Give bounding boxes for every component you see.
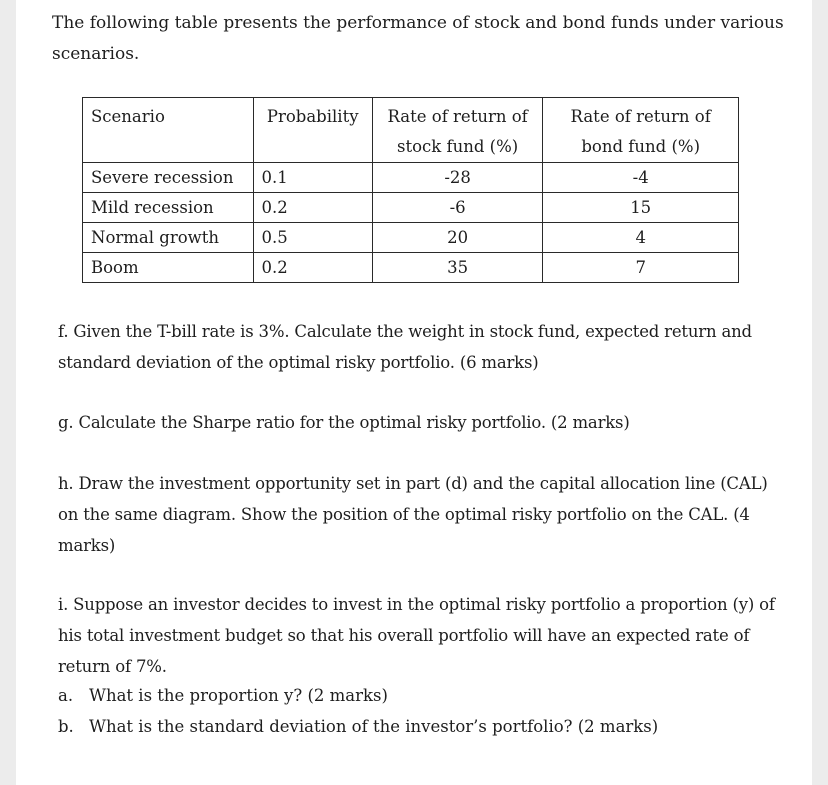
question-i-subparts — [58, 680, 778, 742]
cell-bond-return: 7 — [543, 253, 739, 283]
question-h: h. Draw the investment opportunity set in part (d) and the capital allocation line (CAL) on the same diagram. Show the position of the optimal risky portfolio on the CAL. (4 marks) — [58, 474, 768, 555]
cell-stock-return: -6 — [372, 193, 543, 223]
cell-scenario: Boom — [83, 253, 254, 283]
table-header-row — [83, 98, 739, 163]
header-scenario: Scenario — [83, 98, 254, 163]
header-bond-line1: Rate of return of — [570, 107, 711, 126]
question-g: g. Calculate the Sharpe ratio for the optimal risky portfolio. (2 marks) — [58, 413, 630, 432]
cell-scenario: Normal growth — [83, 223, 254, 253]
intro-paragraph: The following table presents the performance of stock and bond funds under various scenarios. — [52, 13, 784, 64]
list-item — [58, 680, 778, 711]
table-row — [83, 163, 739, 193]
table-row — [83, 253, 739, 283]
cell-stock-return: 20 — [372, 223, 543, 253]
cell-probability: 0.2 — [253, 193, 372, 223]
cell-scenario: Severe recession — [83, 163, 254, 193]
performance-table — [82, 97, 739, 283]
cell-bond-return: 4 — [543, 223, 739, 253]
cell-bond-return: -4 — [543, 163, 739, 193]
question-f: f. Given the T-bill rate is 3%. Calculate the weight in stock fund, expected return and standard deviation of the optimal risky portfolio. (6 marks) — [58, 322, 752, 372]
header-bond-line2: bond fund (%) — [581, 137, 701, 156]
subpart-text: What is the proportion y? (2 marks) — [89, 686, 388, 705]
header-bond-return — [543, 98, 739, 163]
cell-scenario: Mild recession — [83, 193, 254, 223]
subpart-marker: a. — [58, 686, 74, 705]
cell-probability: 0.5 — [253, 223, 372, 253]
table-row — [83, 223, 739, 253]
cell-stock-return: -28 — [372, 163, 543, 193]
list-item — [58, 711, 778, 742]
header-probability: Probability — [253, 98, 372, 163]
subpart-text: What is the standard deviation of the investor’s portfolio? (2 marks) — [89, 717, 659, 736]
header-stock-return — [372, 98, 543, 163]
cell-probability: 0.2 — [253, 253, 372, 283]
table-row — [83, 193, 739, 223]
question-i: i. Suppose an investor decides to invest in the optimal risky portfolio a proportion (y) of his total investment budget so that his overall portfolio will have an expected rate of return of 7%. — [58, 595, 775, 676]
subpart-marker: b. — [58, 717, 74, 736]
document-page — [16, 0, 812, 785]
header-stock-line2: stock fund (%) — [397, 137, 519, 156]
cell-probability: 0.1 — [253, 163, 372, 193]
header-stock-line1: Rate of return of — [387, 107, 528, 126]
cell-bond-return: 15 — [543, 193, 739, 223]
cell-stock-return: 35 — [372, 253, 543, 283]
